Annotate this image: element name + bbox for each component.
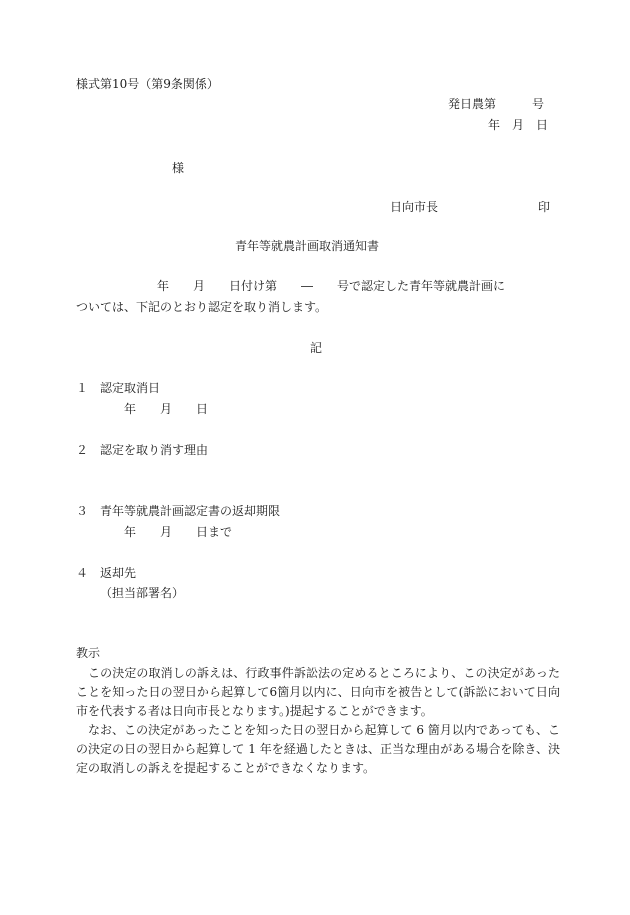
item-label: 返却先 [100,566,137,580]
item-label: 青年等就農計画認定書の返却期限 [100,504,281,518]
document-number: 発日農第 号 [448,97,545,111]
intro-line-1: 年 月 日付け第 ― 号で認定した青年等就農計画に [157,279,506,293]
notice-heading: 教示 [76,646,101,660]
item-number: １ [76,381,89,395]
item-label: 認定を取り消す理由 [100,443,209,457]
item-number: ４ [76,566,89,580]
item-label: 認定取消日 [100,381,161,395]
sender-name: 日向市長 [390,200,439,214]
item-sub: 年 月 日 [124,402,209,416]
notice-body [76,664,560,778]
notice-paragraph: なお、この決定があったことを知った日の翌日から起算して 6 箇月以内であっても、この決定の日の翌日から起算して 1 年を経過したときは、正当な理由がある場合を除き、決定の取消しの訴えを提起することができなくなります。 [76,723,560,775]
form-number: 様式第10号（第9条関係） [76,77,219,91]
item-number: ２ [76,443,89,457]
ki-heading: 記 [310,341,323,355]
seal-mark: 印 [538,200,551,214]
addressee-honorific: 様 [172,161,185,175]
issue-date: 年 月 日 [488,118,549,132]
intro-line-2: ついては、下記のとおり認定を取り消します。 [76,300,328,314]
item-sub: （担当部署名） [100,586,185,600]
item-number: ３ [76,504,89,518]
notice-paragraph: この決定の取消しの訴えは、行政事件訴訟法の定めるところにより、この決定があったことを知った日の翌日から起算して6箇月以内に、日向市を被告として(訴訟において日向市を代表する者は日向市長となります。)提起することができます。 [76,666,560,718]
item-sub: 年 月 日まで [124,525,233,539]
document-title: 青年等就農計画取消通知書 [235,239,380,253]
